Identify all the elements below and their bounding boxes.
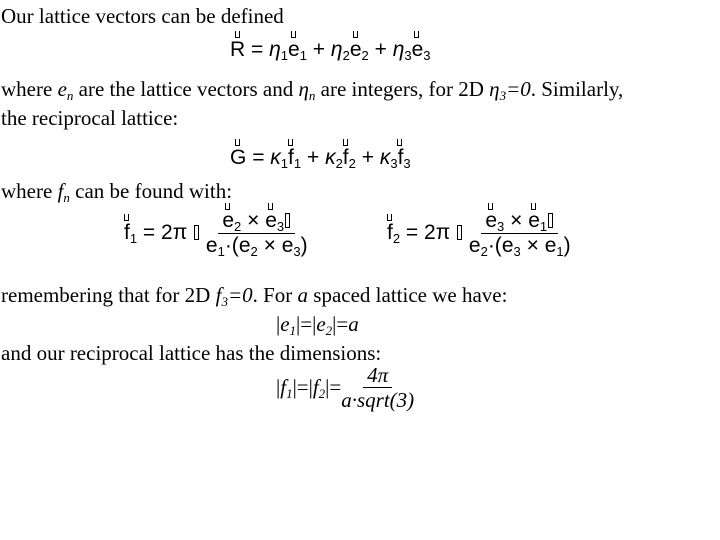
paragraph-reciprocal: the reciprocal lattice: (1, 106, 179, 130)
paragraph-remembering: remembering that for 2D $f_3=0$. For a spaced lattice we have: (1, 283, 508, 309)
paragraph-lattice-vectors: where $e_n$ are the lattice vectors and $\eta_n$ are integers, for 2D $\eta_3=0$. Similarly, (1, 77, 624, 103)
box-glyph (194, 225, 199, 240)
paragraph-fn: where $f_n$ can be found with: (1, 179, 233, 205)
box-glyph (457, 225, 462, 240)
vector-r: R (230, 38, 246, 61)
equation-r: $R = \eta_1e_1 + \eta_2e_2 + \eta_3e_3$ (230, 38, 431, 63)
equation-f1: $f_1 = 2\pi$ $\frac{e_2 \times e_3}{e_1\cdot(e_2 \times e_3)}$ (124, 209, 308, 259)
intro-text: Our lattice vectors can be defined (1, 4, 284, 28)
fraction-magnitude: $\frac{4\pi}{\text{a·sqrt(3)}}$ (341, 363, 415, 412)
magnitude-e: $|e_1|=|e_2|=a$ (276, 312, 359, 338)
vector-g: G (230, 146, 247, 169)
paragraph-dimensions: and our reciprocal lattice has the dimensions: (1, 341, 382, 365)
fraction-f1: $\frac{e_2 \times e_3}{e_1\cdot(e_2 \times e_3)}$ (205, 209, 308, 259)
fraction-f2: $\frac{e_3 \times e_1}{e_2\cdot(e_3 \times e_1)}$ (468, 209, 571, 259)
equation-g: $G = \kappa_1f_1 + \kappa_2f_2 + \kappa_3f_3$ (230, 146, 411, 171)
magnitude-f: $|f_1|=|f_2|=$ $\frac{4\pi}{\text{a·sqrt(3)}}$ (276, 363, 415, 412)
equation-f2: $f_2 = 2\pi$ $\frac{e_3 \times e_1}{e_2\cdot(e_3 \times e_1)}$ (387, 209, 571, 259)
